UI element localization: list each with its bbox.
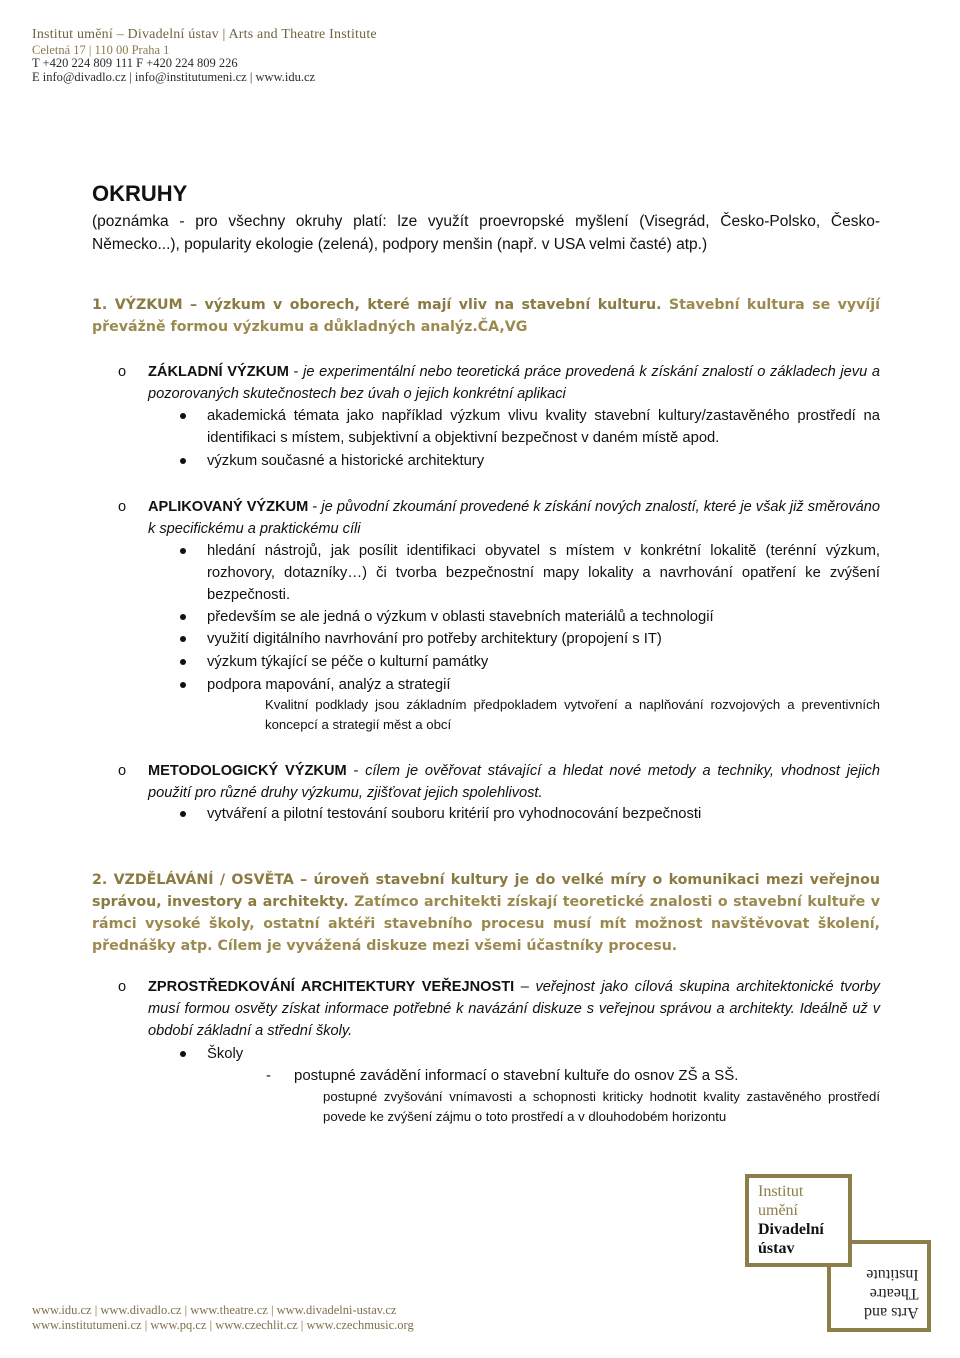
list-item-text: Školy <box>207 1046 244 1062</box>
methodological-research <box>92 760 880 804</box>
logo-cz-line: Divadelní <box>758 1221 824 1238</box>
separator: – <box>514 979 536 995</box>
section-1-lead: 1. VÝZKUM – výzkum v oborech, které mají vliv na stavební kulturu. <box>92 297 662 313</box>
logo-cz-line: ústav <box>758 1240 795 1257</box>
page-title: OKRUHY <box>92 181 188 206</box>
logo-cz-line: Institut <box>758 1183 804 1200</box>
separator: - <box>288 364 304 380</box>
list-item <box>180 540 880 606</box>
mediation-heading: ZPROSTŘEDKOVÁNÍ ARCHITEKTURY VEŘEJNOSTI <box>148 979 515 995</box>
list-item-text: výzkum týkající se péče o kulturní památky <box>207 654 489 670</box>
section-1-rest: Stavební kultura se vyvíjí převážně formou výzkumu a důkladných analýz.ČA,VG <box>92 297 880 335</box>
list-item-text: vytváření a pilotní testování souboru kritérií pro vyhodnocování bezpečnosti <box>207 806 702 822</box>
separator: - <box>346 763 366 779</box>
dash-marker: - <box>266 1067 271 1084</box>
section-2-rest: Zatímco architekti získají teoretické znalosti o stavební kultuře v rámci vysoké školy, ostatní aktéři stavebního procesu musí mít možnost navštěvovat školení, přednášky atp. Cílem je vyvážená diskuze mezi všemi účastníky procesu. <box>92 894 880 954</box>
logo-cz-box <box>745 1174 852 1267</box>
applied-research-desc: je původní zkoumání provedené k získání nových znalostí, které je však již směrováno k specifickému a praktickému cíli <box>148 499 880 537</box>
bullet-icon <box>180 811 186 817</box>
method-heading: METODOLOGICKÝ VÝZKUM <box>148 763 347 779</box>
section-2-heading <box>92 869 880 957</box>
list-item-text: využití digitálního navrhování pro potřeby architektury (propojení s IT) <box>207 631 662 647</box>
intro-note: (poznámka - pro všechny okruhy platí: lze využít proevropské myšlení (Visegrád, Česko-Polsko, Česko-Německo...), popularity ekologie (zelená), podpory menšin (např. v USA velmi časté) atp.) <box>92 213 880 253</box>
list-item <box>180 450 880 472</box>
dash-item-text: postupné zavádění informací o stavební kultuře do osnov ZŠ a SŠ. <box>294 1067 739 1084</box>
bullet-icon <box>180 413 186 419</box>
applied-subnote: Kvalitní podklady jsou základním předpokladem vytvoření a naplňování rozvojových a preventivních koncepcí a strategií měst a obcí <box>265 697 880 732</box>
applied-research-heading: APLIKOVANÝ VÝZKUM <box>148 499 309 515</box>
mediation-desc: veřejnost jako cílová skupina architektonické tvorby musí formou osvěty získat informace potřebné k navázání diskuze s veřejnou správou a architekty. Ideálně už v období základní a střední školy. <box>148 979 880 1039</box>
list-item-text: především se ale jedná o výzkum v oblasti stavebních materiálů a technologií <box>207 609 714 625</box>
list-item-text: akademická témata jako například výzkum vlivu kvality stavební kultury/zastavěného prostředí na identifikaci s místem, subjektivní a objektivní bezpečnost v daném místě apod. <box>207 408 880 446</box>
list-item <box>180 1043 480 1065</box>
logo-en-line: Arts and <box>864 1304 919 1321</box>
list-marker: o <box>118 979 127 995</box>
logo-cz-line: umění <box>758 1202 798 1219</box>
footer-line-2: www.institutumeni.cz | www.pq.cz | www.czechlit.cz | www.czechmusic.org <box>32 1318 414 1332</box>
list-marker: o <box>118 763 127 779</box>
bullet-icon <box>180 1051 186 1057</box>
list-item <box>180 405 880 449</box>
bullet-icon <box>180 636 186 642</box>
separator: - <box>308 499 322 515</box>
bullet-icon <box>180 682 186 688</box>
bullet-icon <box>180 614 186 620</box>
list-item-text: výzkum současné a historické architektury <box>207 453 485 469</box>
basic-research-desc: je experimentální nebo teoretická práce provedená k získání znalostí o základech jevu a pozorovaných skutečnostech bez úvah o jejich konkrétní aplikaci <box>148 364 880 402</box>
architecture-mediation <box>92 976 880 1042</box>
institute-name: Institut umění – Divadelní ústav | Arts and Theatre Institute <box>32 27 377 42</box>
bullet-icon <box>180 548 186 554</box>
list-marker: o <box>118 499 127 515</box>
list-item <box>180 606 880 628</box>
list-item <box>180 674 880 696</box>
address: Celetná 17 | 110 00 Praha 1 <box>32 42 170 57</box>
mediation-subnote: postupné zvyšování vnímavosti a schopnosti kriticky hodnotit kvality zastavěného prostředí povede ke zvýšení zájmu o toto prostředí a v dlouhodobém horizontu <box>323 1089 880 1124</box>
list-item <box>180 803 880 825</box>
method-desc: cílem je ověřovat stávající a hledat nové metody a techniky, vhodnost jejich použití pro různé druhy výzkumu, zjišťovat jejich spolehlivost. <box>148 763 880 801</box>
list-item-text: hledání nástrojů, jak posílit identifikaci obyvatel s místem v konkrétní lokalitě (terénní výzkum, rozhovory, dotazníky…) či tvorba bezpečnostní mapy lokality a navrhování opatření ke zvýšení bezpečnosti. <box>207 543 880 603</box>
logo-en-line: Institute <box>866 1266 919 1283</box>
bullet-icon <box>180 659 186 665</box>
footer-line-1: www.idu.cz | www.divadlo.cz | www.theatre.cz | www.divadelni-ustav.cz <box>32 1303 397 1317</box>
section-2-lead: 2. VZDĚLÁVÁNÍ / OSVĚTA – úroveň stavební kultury je do velké míry o komunikaci mezi veřejnou správou, investory a architekty. <box>92 872 880 910</box>
basic-research <box>92 361 880 405</box>
letterhead <box>32 28 377 84</box>
section-1-heading <box>92 294 880 338</box>
logo-en-text <box>864 1265 919 1322</box>
basic-research-heading: ZÁKLADNÍ VÝZKUM <box>148 364 289 380</box>
list-marker: o <box>118 364 127 380</box>
applied-research <box>92 496 880 540</box>
footer-links <box>32 1303 414 1333</box>
logo-cz-text <box>758 1182 824 1258</box>
logo-en-line: Theatre <box>870 1285 919 1302</box>
email: E info@divadlo.cz | info@institutumeni.cz | www.idu.cz <box>32 69 316 84</box>
list-item <box>180 628 880 650</box>
bullet-icon <box>180 458 186 464</box>
list-item-text: podpora mapování, analýz a strategií <box>207 677 451 693</box>
list-item <box>180 651 880 673</box>
phone: T +420 224 809 111 F +420 224 809 226 <box>32 56 238 70</box>
